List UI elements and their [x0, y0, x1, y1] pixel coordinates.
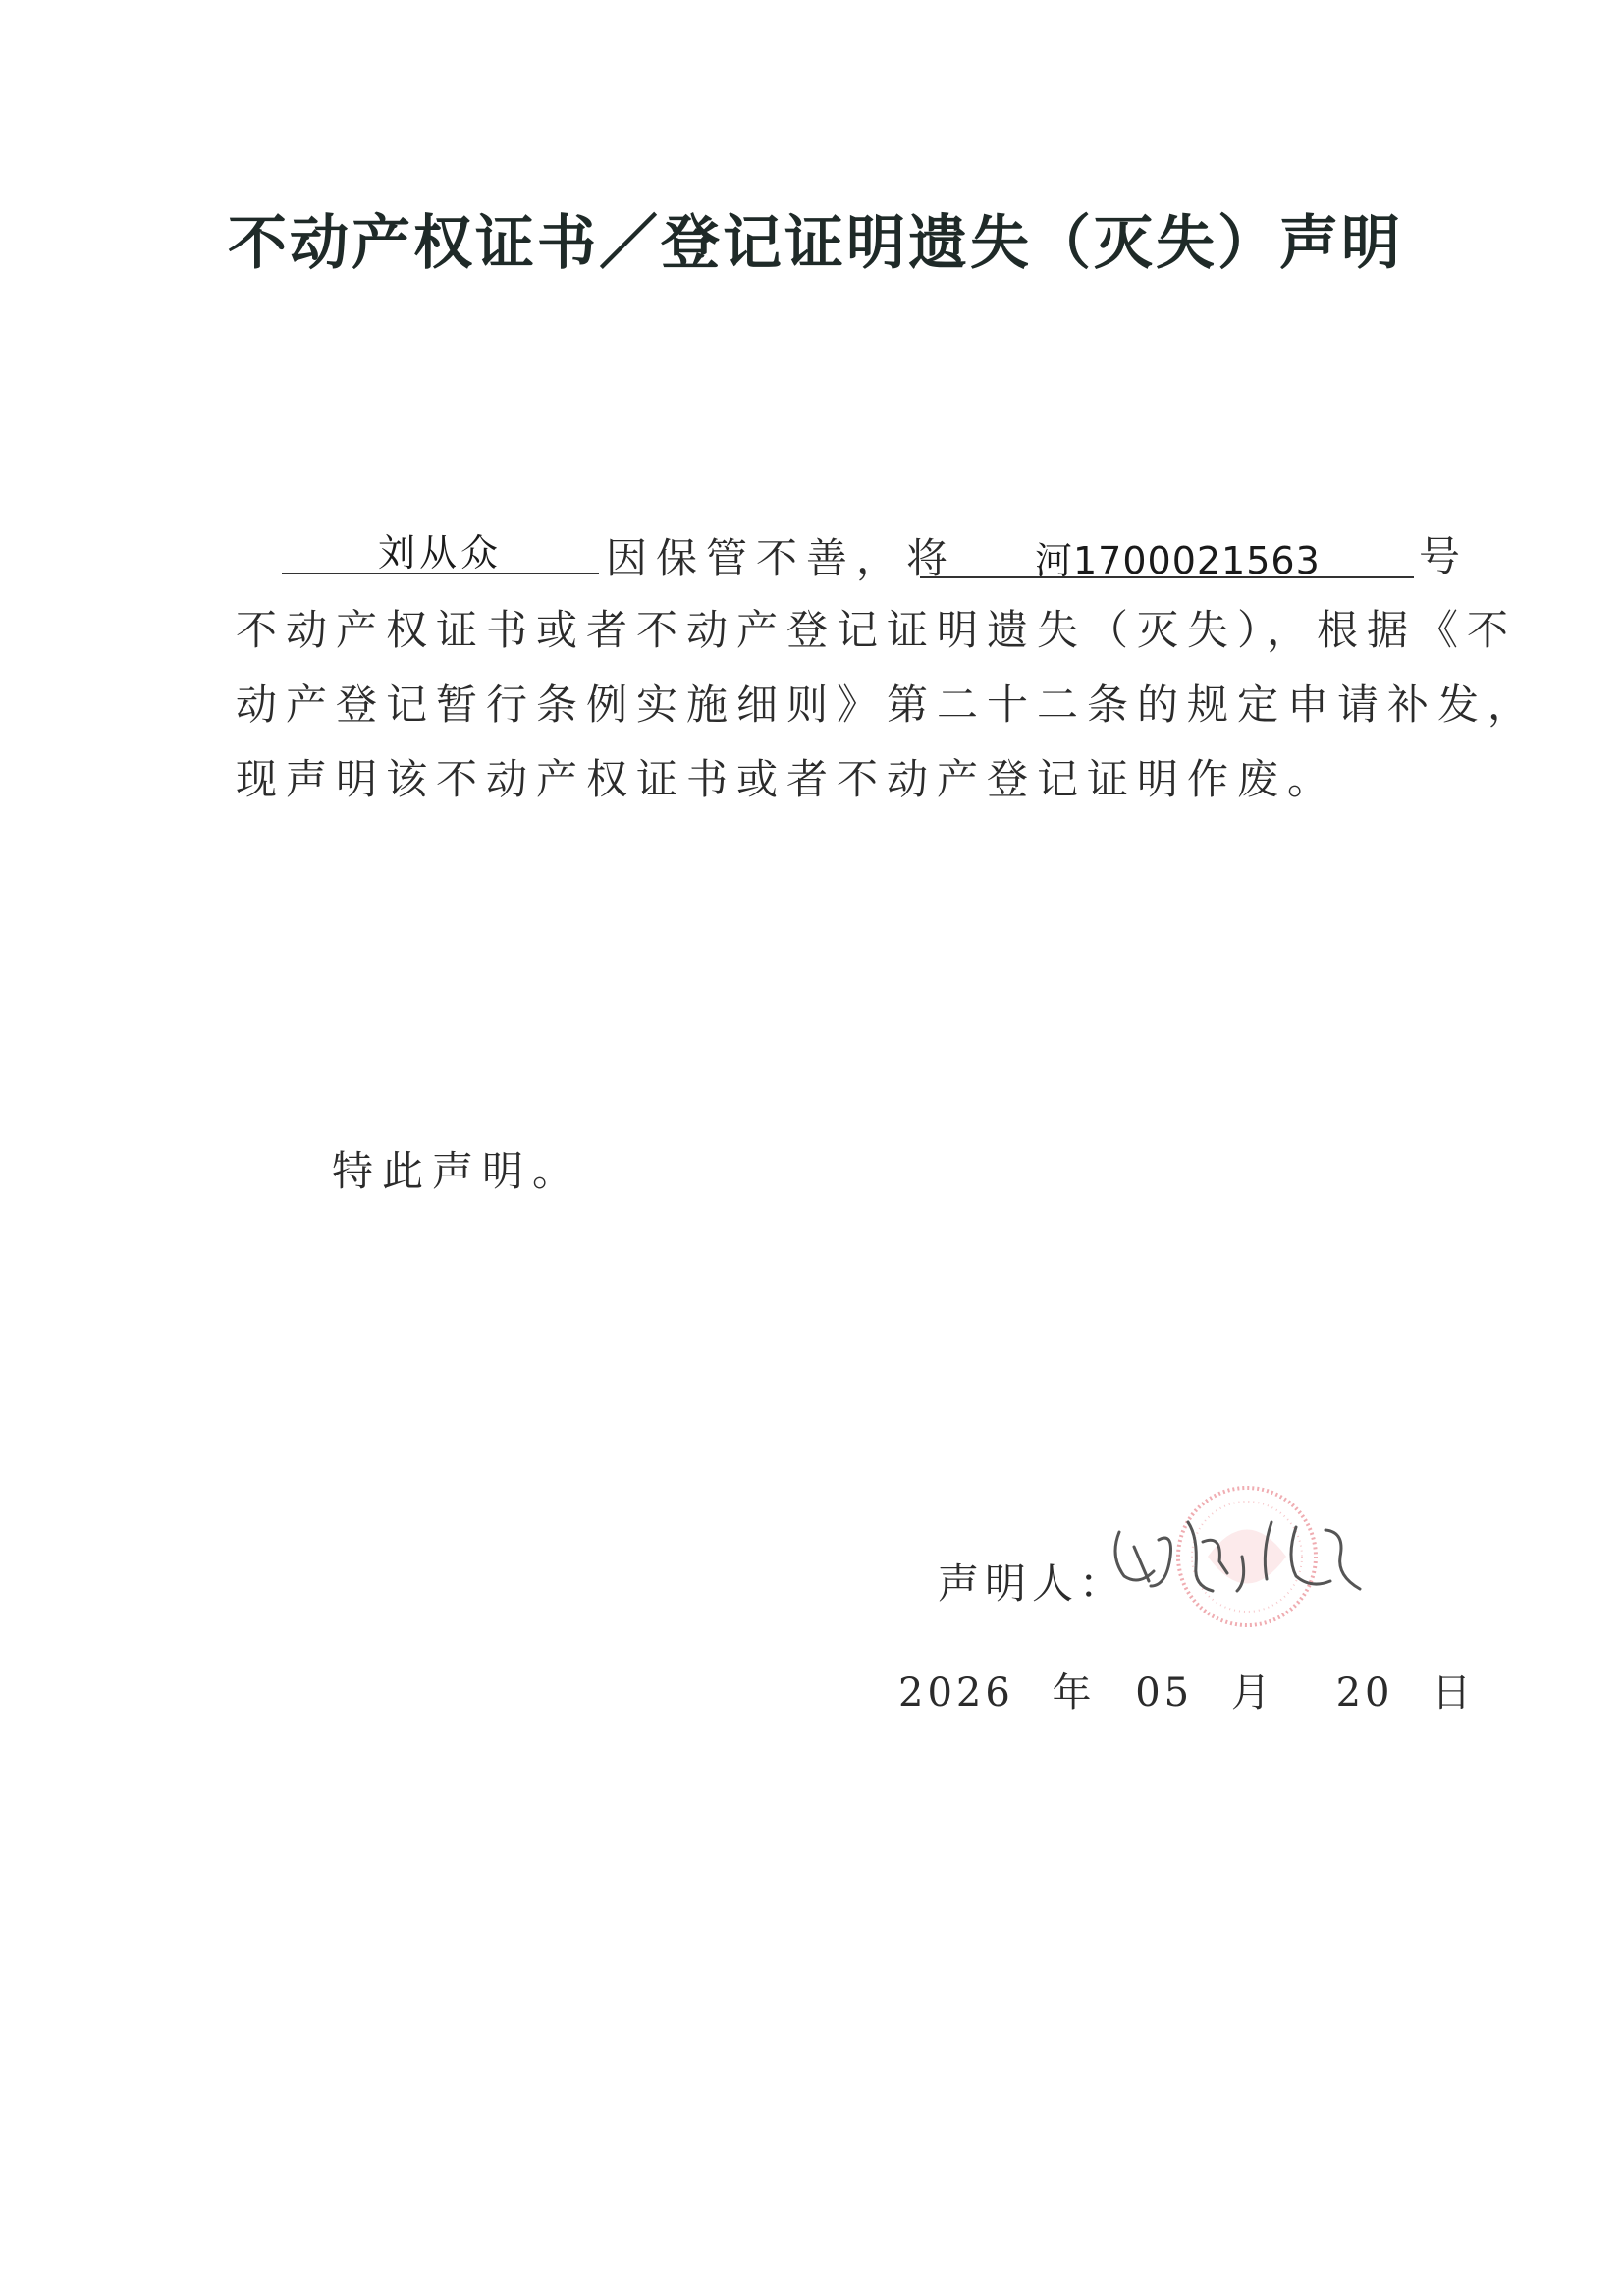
- declarant-label: 声明人：: [938, 1559, 1127, 1608]
- date-year-unit: 年: [1052, 1670, 1096, 1716]
- declaration-date: [898, 1662, 1475, 1718]
- body-line-4: 现声明该不动产权证书或者不动产登记证明作废。: [236, 755, 1338, 803]
- page-title: 不动产权证书／登记证明遗失（灭失）声明: [228, 209, 1403, 278]
- date-month-unit: 月: [1230, 1670, 1274, 1716]
- date-day: 20: [1335, 1670, 1394, 1716]
- body-line-2: 不动产权证书或者不动产登记证明遗失（灭失），根据《不: [236, 606, 1518, 654]
- date-day-unit: 日: [1432, 1670, 1476, 1716]
- certificate-number: 河1700021563: [1035, 539, 1321, 582]
- declarant-name: 刘从众: [378, 531, 503, 574]
- signature-with-seal: [1100, 1463, 1394, 1650]
- body-line-3: 动产登记暂行条例实施细则》第二十二条的规定申请补发，: [236, 681, 1539, 729]
- line1-mid-text: 因保管不善，将: [606, 534, 957, 582]
- line1-end-text: 号: [1419, 532, 1470, 580]
- date-year: 2026: [898, 1670, 1014, 1716]
- red-seal-stamp: [1178, 1488, 1316, 1625]
- date-month: 05: [1135, 1670, 1194, 1716]
- closing-statement: 特此声明。: [332, 1147, 583, 1195]
